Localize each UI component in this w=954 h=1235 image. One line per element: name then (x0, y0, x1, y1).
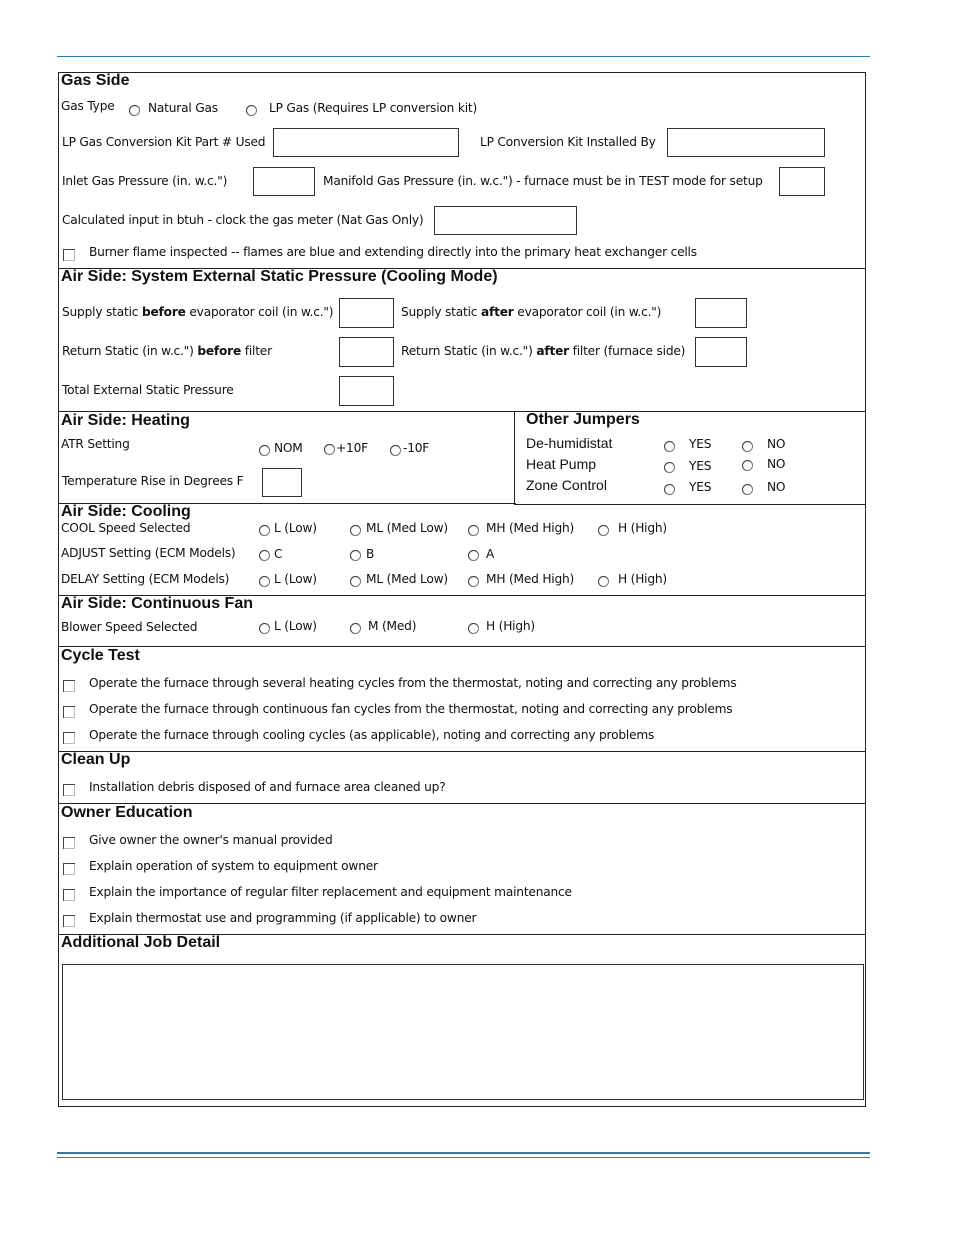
supply-after-field[interactable] (695, 298, 747, 328)
cool-speed-medlow-label: ML (Med Low) (366, 521, 448, 535)
delay-low-label: L (Low) (274, 572, 317, 586)
jumpers-title: Other Jumpers (526, 411, 640, 428)
adjust-b-radio[interactable] (350, 550, 361, 561)
zone-no-label: NO (767, 480, 786, 494)
return-before-field[interactable] (339, 337, 394, 367)
natural-gas-radio[interactable] (129, 105, 140, 116)
cool-speed-high-radio[interactable] (598, 525, 609, 536)
manifold-pressure-label: Manifold Gas Pressure (in. w.c.") - furnace must be in TEST mode for setup (323, 174, 763, 188)
atr-plus10-label: +10F (336, 441, 368, 455)
return-before-label: Return Static (in w.c.") before filter (62, 344, 272, 358)
cleanup-debris-checkbox[interactable] (63, 784, 75, 796)
cycle-heating-checkbox[interactable] (63, 680, 75, 692)
blower-med-label: M (Med) (368, 619, 417, 633)
temp-rise-field[interactable] (262, 468, 302, 497)
return-after-label: Return Static (in w.c.") after filter (furnace side) (401, 344, 686, 358)
total-static-field[interactable] (339, 376, 394, 406)
delay-medhigh-label: MH (Med High) (486, 572, 575, 586)
atr-minus10-label: -10F (403, 441, 430, 455)
additional-detail-textarea[interactable] (62, 964, 864, 1100)
delay-high-radio[interactable] (598, 576, 609, 587)
calculated-input-label: Calculated input in btuh - clock the gas meter (Nat Gas Only) (62, 213, 424, 227)
cleanup-debris-label: Installation debris disposed of and furnace area cleaned up? (89, 780, 446, 794)
blower-low-radio[interactable] (259, 623, 270, 634)
burner-flame-checkbox[interactable] (63, 249, 75, 261)
zone-no-radio[interactable] (742, 484, 753, 495)
inlet-pressure-label: Inlet Gas Pressure (in. w.c.") (62, 174, 228, 188)
owner-manual-checkbox[interactable] (63, 837, 75, 849)
delay-low-radio[interactable] (259, 576, 270, 587)
cycle-fan-checkbox[interactable] (63, 706, 75, 718)
cycle-cooling-label: Operate the furnace through cooling cycles (as applicable), noting and correcting any problems (89, 728, 655, 742)
total-static-label: Total External Static Pressure (62, 383, 234, 397)
owner-operation-checkbox[interactable] (63, 863, 75, 875)
heatpump-yes-label: YES (689, 459, 712, 473)
manifold-pressure-field[interactable] (779, 167, 825, 196)
adjust-a-label: A (486, 547, 495, 561)
cool-speed-label: COOL Speed Selected (61, 521, 191, 535)
blower-med-radio[interactable] (350, 623, 361, 634)
adjust-label: ADJUST Setting (ECM Models) (61, 546, 236, 560)
cool-speed-medhigh-radio[interactable] (468, 525, 479, 536)
dehumidistat-no-label: NO (767, 437, 786, 451)
clean-up-title: Clean Up (61, 751, 131, 768)
delay-medlow-radio[interactable] (350, 576, 361, 587)
bottom-rule-thin (57, 1157, 870, 1158)
supply-after-label: Supply static after evaporator coil (in w.c.") (401, 305, 662, 319)
natural-gas-label: Natural Gas (148, 101, 218, 115)
supply-before-field[interactable] (339, 298, 394, 328)
cool-speed-low-radio[interactable] (259, 525, 270, 536)
atr-nom-radio[interactable] (259, 445, 270, 456)
owner-thermostat-checkbox[interactable] (63, 915, 75, 927)
cycle-fan-label: Operate the furnace through continuous fan cycles from the thermostat, noting and correcting any problems (89, 702, 733, 716)
delay-medlow-label: ML (Med Low) (366, 572, 448, 586)
cool-speed-medhigh-label: MH (Med High) (486, 521, 575, 535)
delay-medhigh-radio[interactable] (468, 576, 479, 587)
burner-flame-label: Burner flame inspected -- flames are blue and extending directly into the primary heat exchanger cells (89, 245, 697, 259)
delay-high-label: H (High) (618, 572, 667, 586)
adjust-c-radio[interactable] (259, 550, 270, 561)
owner-education-title: Owner Education (61, 804, 193, 821)
kit-installed-by-label: LP Conversion Kit Installed By (480, 135, 656, 149)
owner-manual-label: Give owner the owner's manual provided (89, 833, 333, 847)
kit-part-field[interactable] (273, 128, 459, 157)
temp-rise-label: Temperature Rise in Degrees F (62, 474, 244, 488)
atr-label: ATR Setting (61, 437, 130, 451)
cool-speed-high-label: H (High) (618, 521, 667, 535)
continuous-fan-title: Air Side: Continuous Fan (61, 595, 253, 612)
kit-part-label: LP Gas Conversion Kit Part # Used (62, 135, 266, 149)
static-pressure-title: Air Side: System External Static Pressure (Cooling Mode) (61, 268, 498, 285)
dehumidistat-no-radio[interactable] (742, 441, 753, 452)
divider-jumpers-bottom (514, 504, 866, 505)
cycle-heating-label: Operate the furnace through several heating cycles from the thermostat, noting and correcting any problems (89, 676, 737, 690)
blower-speed-label: Blower Speed Selected (61, 620, 198, 634)
lp-gas-radio[interactable] (246, 105, 257, 116)
adjust-a-radio[interactable] (468, 550, 479, 561)
blower-low-label: L (Low) (274, 619, 317, 633)
divider-jumpers (514, 411, 515, 504)
adjust-c-label: C (274, 547, 283, 561)
cool-speed-low-label: L (Low) (274, 521, 317, 535)
heating-title: Air Side: Heating (61, 412, 190, 429)
lp-gas-label: LP Gas (Requires LP conversion kit) (269, 101, 478, 115)
jumper-dehumidistat-label: De-humidistat (526, 435, 613, 451)
blower-high-radio[interactable] (468, 623, 479, 634)
delay-label: DELAY Setting (ECM Models) (61, 572, 230, 586)
owner-filter-checkbox[interactable] (63, 889, 75, 901)
owner-operation-label: Explain operation of system to equipment owner (89, 859, 378, 873)
blower-high-label: H (High) (486, 619, 535, 633)
owner-thermostat-label: Explain thermostat use and programming (if applicable) to owner (89, 911, 477, 925)
gas-side-title: Gas Side (61, 72, 130, 89)
cooling-title: Air Side: Cooling (61, 503, 191, 520)
heatpump-yes-radio[interactable] (664, 462, 675, 473)
atr-nom-label: NOM (274, 441, 303, 455)
atr-plus10-radio[interactable] (324, 444, 335, 455)
divider-cleanup (58, 751, 866, 752)
return-after-field[interactable] (695, 337, 747, 367)
inlet-pressure-field[interactable] (253, 167, 315, 196)
zone-yes-radio[interactable] (664, 484, 675, 495)
dehumidistat-yes-label: YES (689, 437, 712, 451)
cycle-cooling-checkbox[interactable] (63, 732, 75, 744)
cool-speed-medlow-radio[interactable] (350, 525, 361, 536)
top-rule (57, 56, 870, 57)
owner-filter-label: Explain the importance of regular filter replacement and equipment maintenance (89, 885, 572, 899)
bottom-rule (57, 1152, 870, 1154)
adjust-b-label: B (366, 547, 375, 561)
cycle-test-title: Cycle Test (61, 647, 140, 664)
supply-before-label: Supply static before evaporator coil (in w.c.") (62, 305, 334, 319)
zone-yes-label: YES (689, 480, 712, 494)
heatpump-no-radio[interactable] (742, 460, 753, 471)
jumper-zone-label: Zone Control (526, 477, 607, 493)
dehumidistat-yes-radio[interactable] (664, 441, 675, 452)
additional-detail-title: Additional Job Detail (61, 934, 221, 951)
divider-cycle (58, 646, 866, 647)
heatpump-no-label: NO (767, 457, 786, 471)
kit-installed-by-field[interactable] (667, 128, 825, 157)
gas-type-label: Gas Type (61, 99, 115, 113)
calculated-input-field[interactable] (434, 206, 577, 235)
atr-minus10-radio[interactable] (390, 445, 401, 456)
jumper-heatpump-label: Heat Pump (526, 456, 597, 472)
